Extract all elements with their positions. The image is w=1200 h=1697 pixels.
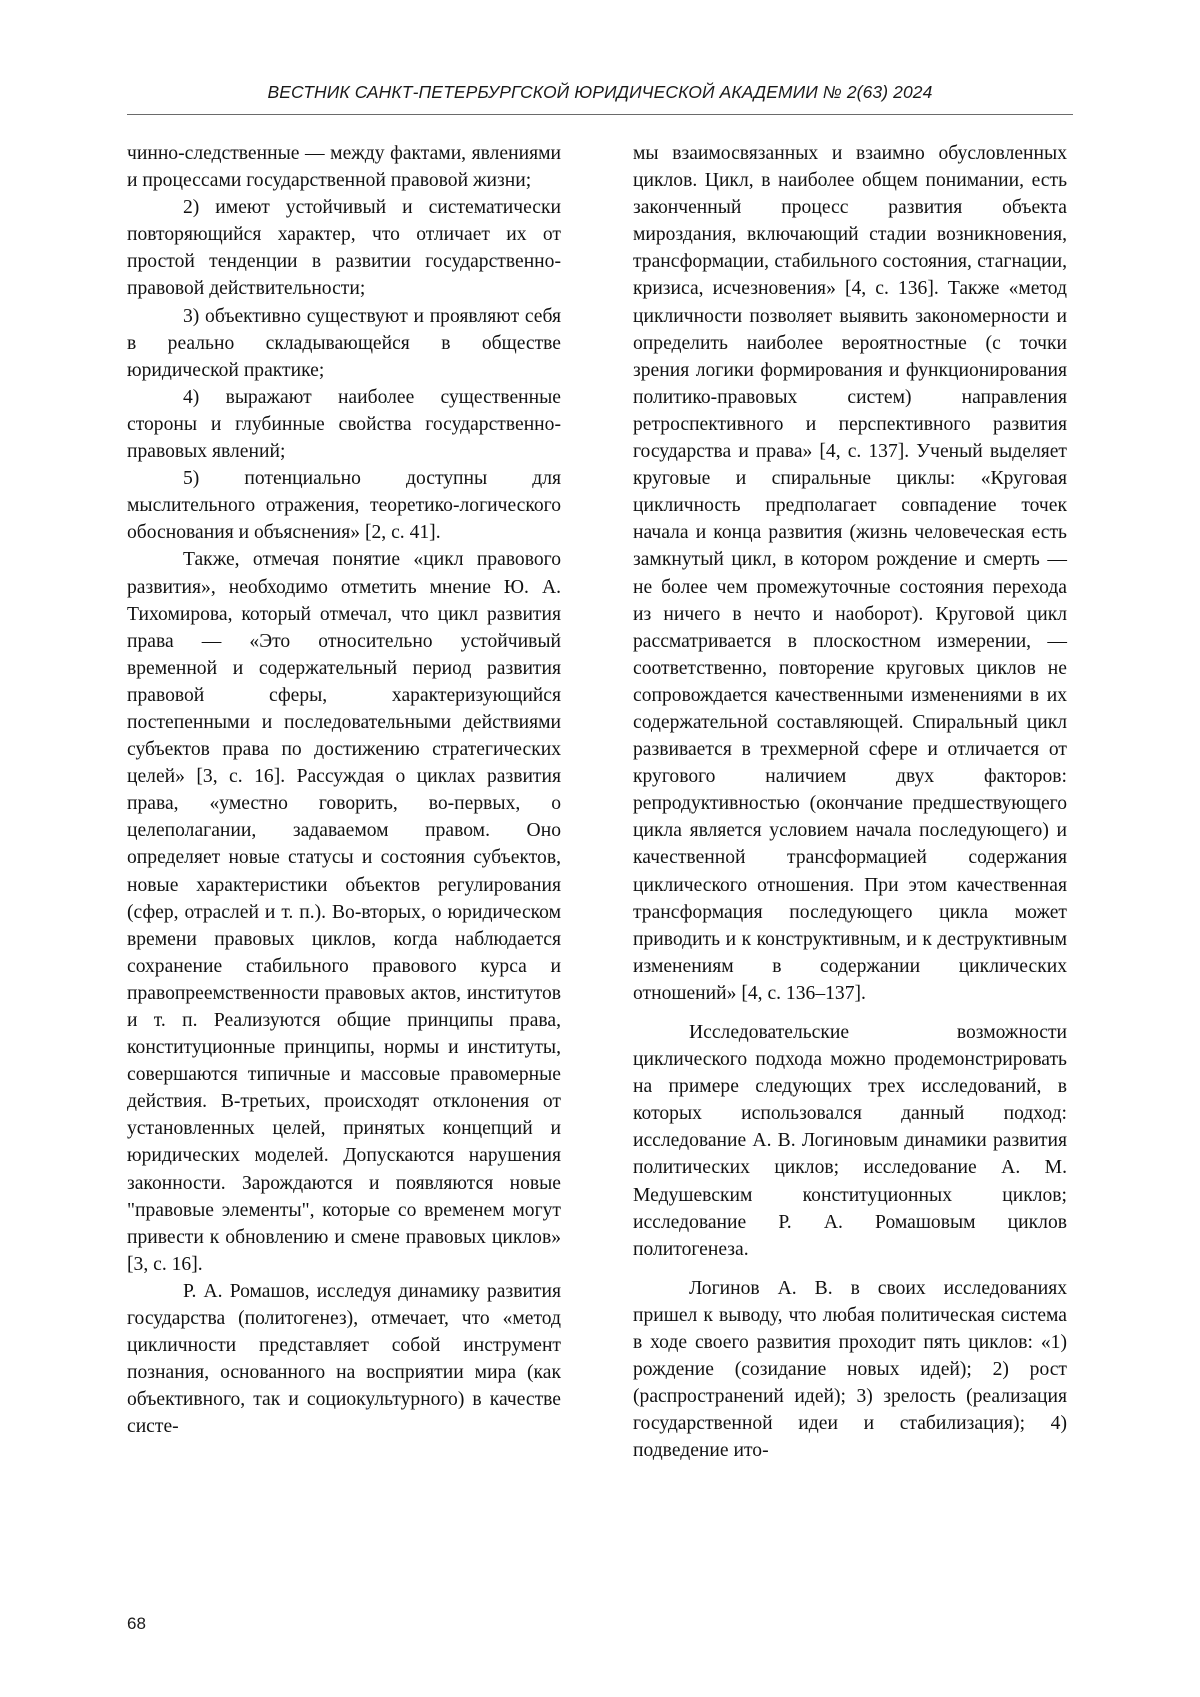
- paragraph: Р. А. Ромашов, исследуя динамику развития государства (политогенез), отмечает, что «метод цикличности представляет собой инструмент познания, основанного на восприятии мира (как объективного, так и социокультурного) в качестве систе-: [127, 1280, 561, 1438]
- paragraph: мы взаимосвязанных и взаимно обусловленных циклов. Цикл, в наиболее общем понимании, есть законченный процесс развития объекта мироздания, включающий стадии возникновения, трансформации, стабильного состояния, стагнации, кризиса, исчезновения» [4, с. 136]. Также «метод цикличности позволяет выявить закономерности и определить наиболее вероятностные (с точки зрения логики формирования и функционирования политико-правовых систем) направления ретроспективного и перспективного развития государства и права» [4, с. 137]. Ученый выделяет круговые и спиральные циклы: «Круговая цикличность предполагает совпадение точек начала и конца развития (жизнь человеческая есть замкнутый цикл, в котором рождение и смерть — не более чем промежуточные состояния перехода из ничего в нечто и наоборот). Круговой цикл рассматривается в плоскостном измерении, — соответственно, повторение круговых циклов не сопровождается качественными изменениями в их содержательной составляющей. Спиральный цикл развивается в трехмерной сфере и отличается от кругового наличием двух факторов: репродуктивностью (окончание предшествующего цикла является условием начала последующего) и качественной трансформацией содержания циклического отношения. При этом качественная трансформация последующего цикла может приводить и к конструктивным, и к деструктивным изменениям в содержании циклических отношений» [4, с. 136–137].: [633, 143, 1067, 1004]
- paragraph: Логинов А. В. в своих исследованиях пришел к выводу, что любая политическая система в ходе своего развития проходит пять циклов: «1) рождение (созидание новых идей); 2) рост (распространений идей); 3) зрелость (реализация государственной идеи и стабилизация); 4) подведение ито-: [633, 1277, 1067, 1462]
- paragraph: чинно-следственные — между фактами, явлениями и процессами государственной правовой жизни;: [127, 143, 561, 192]
- paragraph: Исследовательские возможности циклического подхода можно продемонстрировать на примере следующих трех исследований, в которых использовался данный подход: исследование А. В. Логиновым динамики развития политических циклов; исследование А. М. Медушевским конституционных циклов; исследование Р. А. Ромашовым циклов политогенеза.: [633, 1022, 1067, 1260]
- page-number: 68: [127, 1614, 146, 1633]
- list-item: 5) потенциально доступны для мыслительного отражения, теоретико-логического обоснования и объяснения» [2, с. 41].: [127, 468, 561, 544]
- left-column: [127, 140, 561, 1441]
- list-item: 3) объективно существуют и проявляют себя в реально складывающейся в обществе юридической практике;: [127, 305, 561, 381]
- right-column: [633, 140, 1067, 1465]
- running-header: ВЕСТНИК САНКТ-ПЕТЕРБУРГСКОЙ ЮРИДИЧЕСКОЙ АКАДЕМИИ № 2(63) 2024: [267, 82, 933, 102]
- list-item: 2) имеют устойчивый и систематически повторяющийся характер, что отличает их от простой тенденции в развитии государственно-правовой действительности;: [127, 197, 561, 300]
- paragraph: Также, отмечая понятие «цикл правового развития», необходимо отметить мнение Ю. А. Тихомирова, который отмечал, что цикл развития права — «Это относительно устойчивый временной и содержательный период развития правовой сферы, характеризующийся постепенными и последовательными действиями субъектов права по достижению стратегических целей» [3, с. 16]. Рассуждая о циклах развития права, «уместно говорить, во-первых, о целеполагании, задаваемом правом. Оно определяет новые статусы и состояния субъектов, новые характеристики объектов регулирования (сфер, отраслей и т. п.). Во-вторых, о юридическом времени правовых циклов, когда наблюдается сохранение стабильного правового курса и правопреемственности правовых актов, институтов и т. п. Реализуются общие принципы права, конституционные принципы, нормы и институты, совершаются типичные и массовые правомерные действия. В-третьих, происходят отклонения от установленных целей, принятых концепций и юридических моделей. Допускаются нарушения законности. Зарождаются и появляются новые "правовые элементы", которые со временем могут привести к обновлению и смене правовых циклов» [3, с. 16].: [127, 549, 561, 1275]
- list-item: 4) выражают наиболее существенные стороны и глубинные свойства государственно-правовых явлений;: [127, 386, 561, 463]
- header-divider: [127, 114, 1073, 115]
